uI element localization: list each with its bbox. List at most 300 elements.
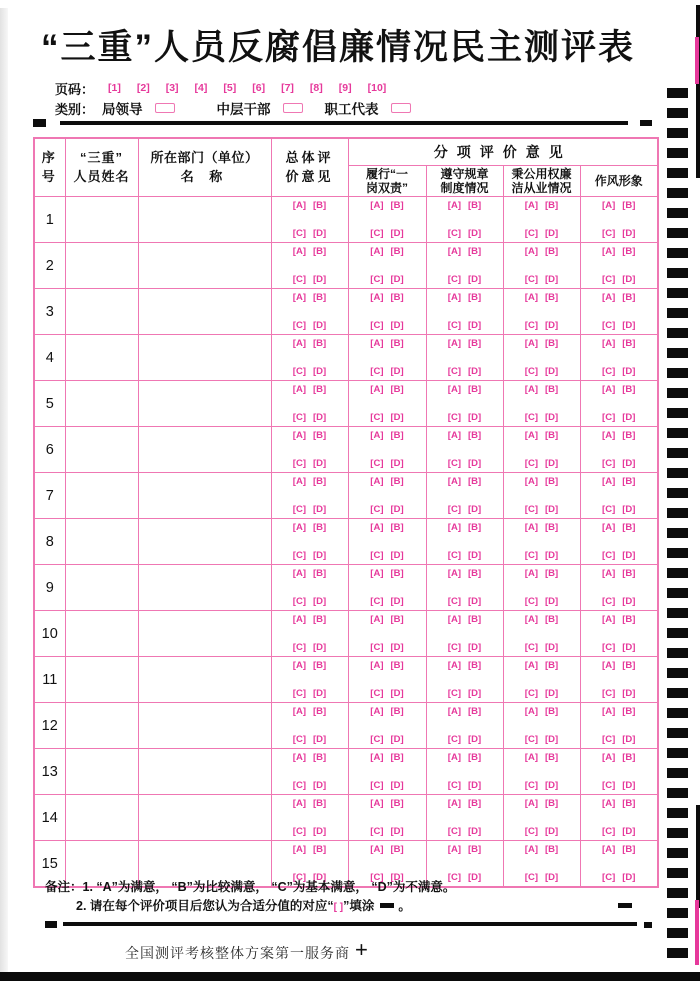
bubble-C[interactable]: [C] bbox=[447, 596, 461, 607]
bubble-B[interactable]: [B] bbox=[390, 844, 404, 855]
department-input-cell[interactable] bbox=[138, 749, 271, 795]
bubble-C[interactable]: [C] bbox=[447, 734, 461, 745]
bubble-B[interactable]: [B] bbox=[468, 246, 482, 257]
bubble-A[interactable]: [A] bbox=[370, 476, 384, 487]
bubble-A[interactable]: [A] bbox=[447, 246, 461, 257]
department-input-cell[interactable] bbox=[138, 427, 271, 473]
bubble-A[interactable]: [A] bbox=[370, 338, 384, 349]
name-input-cell[interactable] bbox=[65, 611, 138, 657]
department-input-cell[interactable] bbox=[138, 611, 271, 657]
name-input-cell[interactable] bbox=[65, 795, 138, 841]
bubble-B[interactable]: [B] bbox=[313, 844, 327, 855]
bubble-C[interactable]: [C] bbox=[524, 872, 538, 883]
bubble-C[interactable]: [C] bbox=[524, 366, 538, 377]
bubble-B[interactable]: [B] bbox=[468, 430, 482, 441]
bubble-A[interactable]: [A] bbox=[292, 292, 306, 303]
bubble-B[interactable]: [B] bbox=[545, 430, 559, 441]
bubble-A[interactable]: [A] bbox=[524, 384, 538, 395]
bubble-D[interactable]: [D] bbox=[313, 642, 327, 653]
bubble-C[interactable]: [C] bbox=[292, 826, 306, 837]
bubble-C[interactable]: [C] bbox=[602, 504, 616, 515]
bubble-A[interactable]: [A] bbox=[370, 292, 384, 303]
bubble-A[interactable]: [A] bbox=[602, 338, 616, 349]
bubble-C[interactable]: [C] bbox=[524, 320, 538, 331]
bubble-D[interactable]: [D] bbox=[468, 458, 482, 469]
page-number-bubble-3[interactable]: [3] bbox=[165, 82, 179, 94]
bubble-C[interactable]: [C] bbox=[370, 504, 384, 515]
bubble-B[interactable]: [B] bbox=[622, 246, 636, 257]
bubble-B[interactable]: [B] bbox=[468, 338, 482, 349]
bubble-A[interactable]: [A] bbox=[447, 338, 461, 349]
department-input-cell[interactable] bbox=[138, 657, 271, 703]
bubble-D[interactable]: [D] bbox=[545, 504, 559, 515]
bubble-D[interactable]: [D] bbox=[313, 412, 327, 423]
bubble-D[interactable]: [D] bbox=[468, 320, 482, 331]
name-input-cell[interactable] bbox=[65, 473, 138, 519]
bubble-B[interactable]: [B] bbox=[390, 200, 404, 211]
bubble-B[interactable]: [B] bbox=[545, 798, 559, 809]
bubble-C[interactable]: [C] bbox=[370, 596, 384, 607]
bubble-D[interactable]: [D] bbox=[545, 780, 559, 791]
bubble-B[interactable]: [B] bbox=[468, 798, 482, 809]
bubble-C[interactable]: [C] bbox=[524, 734, 538, 745]
name-input-cell[interactable] bbox=[65, 427, 138, 473]
department-input-cell[interactable] bbox=[138, 243, 271, 289]
bubble-C[interactable]: [C] bbox=[370, 274, 384, 285]
bubble-D[interactable]: [D] bbox=[390, 642, 404, 653]
bubble-A[interactable]: [A] bbox=[370, 844, 384, 855]
bubble-C[interactable]: [C] bbox=[524, 274, 538, 285]
bubble-B[interactable]: [B] bbox=[390, 246, 404, 257]
bubble-D[interactable]: [D] bbox=[313, 826, 327, 837]
bubble-B[interactable]: [B] bbox=[313, 430, 327, 441]
bubble-A[interactable]: [A] bbox=[292, 476, 306, 487]
bubble-B[interactable]: [B] bbox=[390, 292, 404, 303]
bubble-A[interactable]: [A] bbox=[602, 568, 616, 579]
bubble-A[interactable]: [A] bbox=[370, 614, 384, 625]
bubble-B[interactable]: [B] bbox=[313, 476, 327, 487]
bubble-C[interactable]: [C] bbox=[370, 642, 384, 653]
bubble-A[interactable]: [A] bbox=[524, 476, 538, 487]
bubble-D[interactable]: [D] bbox=[313, 734, 327, 745]
bubble-A[interactable]: [A] bbox=[447, 292, 461, 303]
bubble-B[interactable]: [B] bbox=[545, 292, 559, 303]
bubble-B[interactable]: [B] bbox=[390, 614, 404, 625]
bubble-C[interactable]: [C] bbox=[292, 504, 306, 515]
bubble-D[interactable]: [D] bbox=[468, 826, 482, 837]
bubble-B[interactable]: [B] bbox=[622, 660, 636, 671]
bubble-B[interactable]: [B] bbox=[390, 430, 404, 441]
bubble-C[interactable]: [C] bbox=[370, 734, 384, 745]
bubble-A[interactable]: [A] bbox=[292, 568, 306, 579]
bubble-A[interactable]: [A] bbox=[292, 430, 306, 441]
bubble-D[interactable]: [D] bbox=[622, 412, 636, 423]
bubble-D[interactable]: [D] bbox=[622, 550, 636, 561]
bubble-A[interactable]: [A] bbox=[447, 844, 461, 855]
bubble-A[interactable]: [A] bbox=[292, 384, 306, 395]
bubble-D[interactable]: [D] bbox=[313, 458, 327, 469]
department-input-cell[interactable] bbox=[138, 473, 271, 519]
page-number-bubble-9[interactable]: [9] bbox=[338, 82, 352, 94]
bubble-B[interactable]: [B] bbox=[622, 476, 636, 487]
bubble-C[interactable]: [C] bbox=[292, 780, 306, 791]
bubble-A[interactable]: [A] bbox=[602, 200, 616, 211]
bubble-D[interactable]: [D] bbox=[313, 550, 327, 561]
bubble-D[interactable]: [D] bbox=[468, 366, 482, 377]
bubble-C[interactable]: [C] bbox=[602, 550, 616, 561]
bubble-D[interactable]: [D] bbox=[622, 458, 636, 469]
bubble-C[interactable]: [C] bbox=[524, 412, 538, 423]
bubble-A[interactable]: [A] bbox=[524, 200, 538, 211]
bubble-C[interactable]: [C] bbox=[602, 274, 616, 285]
category-bubble-staff-rep[interactable] bbox=[391, 103, 411, 113]
bubble-B[interactable]: [B] bbox=[468, 292, 482, 303]
bubble-A[interactable]: [A] bbox=[602, 798, 616, 809]
bubble-A[interactable]: [A] bbox=[602, 706, 616, 717]
bubble-B[interactable]: [B] bbox=[390, 568, 404, 579]
bubble-B[interactable]: [B] bbox=[622, 200, 636, 211]
bubble-C[interactable]: [C] bbox=[602, 366, 616, 377]
bubble-B[interactable]: [B] bbox=[545, 246, 559, 257]
bubble-C[interactable]: [C] bbox=[602, 596, 616, 607]
bubble-B[interactable]: [B] bbox=[313, 660, 327, 671]
bubble-D[interactable]: [D] bbox=[468, 504, 482, 515]
bubble-D[interactable]: [D] bbox=[468, 642, 482, 653]
bubble-A[interactable]: [A] bbox=[370, 384, 384, 395]
bubble-A[interactable]: [A] bbox=[524, 246, 538, 257]
bubble-D[interactable]: [D] bbox=[622, 320, 636, 331]
bubble-A[interactable]: [A] bbox=[602, 660, 616, 671]
bubble-A[interactable]: [A] bbox=[602, 292, 616, 303]
bubble-D[interactable]: [D] bbox=[468, 734, 482, 745]
bubble-A[interactable]: [A] bbox=[602, 384, 616, 395]
bubble-B[interactable]: [B] bbox=[622, 338, 636, 349]
bubble-A[interactable]: [A] bbox=[370, 522, 384, 533]
bubble-C[interactable]: [C] bbox=[292, 550, 306, 561]
bubble-B[interactable]: [B] bbox=[390, 476, 404, 487]
bubble-D[interactable]: [D] bbox=[313, 228, 327, 239]
bubble-D[interactable]: [D] bbox=[390, 228, 404, 239]
page-number-bubble-6[interactable]: [6] bbox=[252, 82, 266, 94]
bubble-D[interactable]: [D] bbox=[468, 688, 482, 699]
bubble-C[interactable]: [C] bbox=[524, 596, 538, 607]
bubble-D[interactable]: [D] bbox=[545, 550, 559, 561]
bubble-C[interactable]: [C] bbox=[524, 458, 538, 469]
bubble-D[interactable]: [D] bbox=[390, 872, 404, 883]
bubble-B[interactable]: [B] bbox=[313, 568, 327, 579]
bubble-A[interactable]: [A] bbox=[524, 614, 538, 625]
bubble-B[interactable]: [B] bbox=[545, 200, 559, 211]
bubble-D[interactable]: [D] bbox=[545, 734, 559, 745]
bubble-A[interactable]: [A] bbox=[447, 430, 461, 441]
bubble-B[interactable]: [B] bbox=[545, 338, 559, 349]
bubble-C[interactable]: [C] bbox=[292, 642, 306, 653]
bubble-C[interactable]: [C] bbox=[602, 458, 616, 469]
bubble-D[interactable]: [D] bbox=[390, 274, 404, 285]
bubble-C[interactable]: [C] bbox=[292, 228, 306, 239]
bubble-C[interactable]: [C] bbox=[602, 872, 616, 883]
bubble-D[interactable]: [D] bbox=[313, 274, 327, 285]
bubble-C[interactable]: [C] bbox=[524, 550, 538, 561]
bubble-C[interactable]: [C] bbox=[447, 274, 461, 285]
bubble-A[interactable]: [A] bbox=[524, 338, 538, 349]
department-input-cell[interactable] bbox=[138, 565, 271, 611]
bubble-D[interactable]: [D] bbox=[468, 228, 482, 239]
page-number-bubble-5[interactable]: [5] bbox=[223, 82, 237, 94]
bubble-D[interactable]: [D] bbox=[313, 688, 327, 699]
bubble-A[interactable]: [A] bbox=[292, 200, 306, 211]
department-input-cell[interactable] bbox=[138, 795, 271, 841]
bubble-C[interactable]: [C] bbox=[370, 688, 384, 699]
page-number-bubble-1[interactable]: [1] bbox=[108, 82, 121, 94]
bubble-D[interactable]: [D] bbox=[313, 366, 327, 377]
bubble-A[interactable]: [A] bbox=[524, 292, 538, 303]
bubble-B[interactable]: [B] bbox=[313, 200, 327, 211]
bubble-D[interactable]: [D] bbox=[390, 780, 404, 791]
bubble-C[interactable]: [C] bbox=[447, 550, 461, 561]
bubble-A[interactable]: [A] bbox=[370, 798, 384, 809]
bubble-B[interactable]: [B] bbox=[545, 614, 559, 625]
bubble-B[interactable]: [B] bbox=[390, 798, 404, 809]
bubble-D[interactable]: [D] bbox=[545, 872, 559, 883]
bubble-A[interactable]: [A] bbox=[524, 522, 538, 533]
name-input-cell[interactable] bbox=[65, 657, 138, 703]
bubble-C[interactable]: [C] bbox=[447, 320, 461, 331]
bubble-A[interactable]: [A] bbox=[524, 752, 538, 763]
bubble-A[interactable]: [A] bbox=[524, 706, 538, 717]
bubble-C[interactable]: [C] bbox=[602, 228, 616, 239]
bubble-C[interactable]: [C] bbox=[602, 688, 616, 699]
bubble-A[interactable]: [A] bbox=[292, 522, 306, 533]
bubble-B[interactable]: [B] bbox=[545, 752, 559, 763]
bubble-A[interactable]: [A] bbox=[370, 246, 384, 257]
bubble-D[interactable]: [D] bbox=[622, 780, 636, 791]
bubble-B[interactable]: [B] bbox=[468, 200, 482, 211]
bubble-A[interactable]: [A] bbox=[292, 844, 306, 855]
bubble-B[interactable]: [B] bbox=[313, 706, 327, 717]
bubble-C[interactable]: [C] bbox=[370, 366, 384, 377]
bubble-D[interactable]: [D] bbox=[468, 780, 482, 791]
bubble-D[interactable]: [D] bbox=[622, 366, 636, 377]
bubble-A[interactable]: [A] bbox=[370, 752, 384, 763]
bubble-A[interactable]: [A] bbox=[370, 660, 384, 671]
bubble-D[interactable]: [D] bbox=[390, 688, 404, 699]
name-input-cell[interactable] bbox=[65, 749, 138, 795]
bubble-D[interactable]: [D] bbox=[390, 550, 404, 561]
department-input-cell[interactable] bbox=[138, 197, 271, 243]
page-number-bubble-2[interactable]: [2] bbox=[136, 82, 150, 94]
bubble-D[interactable]: [D] bbox=[468, 872, 482, 883]
bubble-D[interactable]: [D] bbox=[545, 688, 559, 699]
bubble-B[interactable]: [B] bbox=[622, 798, 636, 809]
bubble-D[interactable]: [D] bbox=[622, 688, 636, 699]
bubble-B[interactable]: [B] bbox=[622, 568, 636, 579]
bubble-D[interactable]: [D] bbox=[622, 596, 636, 607]
bubble-A[interactable]: [A] bbox=[447, 706, 461, 717]
bubble-C[interactable]: [C] bbox=[292, 320, 306, 331]
bubble-C[interactable]: [C] bbox=[524, 688, 538, 699]
bubble-B[interactable]: [B] bbox=[545, 844, 559, 855]
bubble-C[interactable]: [C] bbox=[370, 826, 384, 837]
bubble-B[interactable]: [B] bbox=[622, 752, 636, 763]
department-input-cell[interactable] bbox=[138, 381, 271, 427]
bubble-D[interactable]: [D] bbox=[622, 826, 636, 837]
bubble-D[interactable]: [D] bbox=[545, 826, 559, 837]
bubble-D[interactable]: [D] bbox=[622, 872, 636, 883]
bubble-C[interactable]: [C] bbox=[602, 734, 616, 745]
bubble-B[interactable]: [B] bbox=[622, 384, 636, 395]
bubble-A[interactable]: [A] bbox=[370, 706, 384, 717]
bubble-B[interactable]: [B] bbox=[313, 246, 327, 257]
bubble-C[interactable]: [C] bbox=[447, 780, 461, 791]
bubble-B[interactable]: [B] bbox=[545, 476, 559, 487]
bubble-D[interactable]: [D] bbox=[545, 412, 559, 423]
bubble-C[interactable]: [C] bbox=[292, 458, 306, 469]
bubble-D[interactable]: [D] bbox=[390, 596, 404, 607]
bubble-D[interactable]: [D] bbox=[622, 642, 636, 653]
bubble-D[interactable]: [D] bbox=[313, 320, 327, 331]
bubble-C[interactable]: [C] bbox=[524, 642, 538, 653]
bubble-A[interactable]: [A] bbox=[447, 752, 461, 763]
bubble-B[interactable]: [B] bbox=[468, 384, 482, 395]
bubble-A[interactable]: [A] bbox=[447, 568, 461, 579]
bubble-B[interactable]: [B] bbox=[390, 706, 404, 717]
bubble-D[interactable]: [D] bbox=[622, 274, 636, 285]
bubble-A[interactable]: [A] bbox=[602, 476, 616, 487]
bubble-C[interactable]: [C] bbox=[370, 228, 384, 239]
bubble-B[interactable]: [B] bbox=[622, 614, 636, 625]
bubble-C[interactable]: [C] bbox=[447, 642, 461, 653]
bubble-C[interactable]: [C] bbox=[524, 228, 538, 239]
name-input-cell[interactable] bbox=[65, 381, 138, 427]
bubble-B[interactable]: [B] bbox=[622, 844, 636, 855]
page-number-bubble-8[interactable]: [8] bbox=[309, 82, 323, 94]
bubble-B[interactable]: [B] bbox=[313, 798, 327, 809]
department-input-cell[interactable] bbox=[138, 519, 271, 565]
bubble-C[interactable]: [C] bbox=[292, 688, 306, 699]
bubble-A[interactable]: [A] bbox=[370, 430, 384, 441]
bubble-B[interactable]: [B] bbox=[622, 522, 636, 533]
bubble-A[interactable]: [A] bbox=[524, 660, 538, 671]
name-input-cell[interactable] bbox=[65, 335, 138, 381]
bubble-D[interactable]: [D] bbox=[313, 780, 327, 791]
bubble-B[interactable]: [B] bbox=[390, 384, 404, 395]
bubble-B[interactable]: [B] bbox=[468, 614, 482, 625]
bubble-C[interactable]: [C] bbox=[292, 412, 306, 423]
bubble-D[interactable]: [D] bbox=[545, 366, 559, 377]
department-input-cell[interactable] bbox=[138, 289, 271, 335]
bubble-B[interactable]: [B] bbox=[390, 660, 404, 671]
bubble-A[interactable]: [A] bbox=[292, 752, 306, 763]
bubble-B[interactable]: [B] bbox=[545, 660, 559, 671]
bubble-A[interactable]: [A] bbox=[602, 752, 616, 763]
bubble-C[interactable]: [C] bbox=[447, 412, 461, 423]
name-input-cell[interactable] bbox=[65, 197, 138, 243]
name-input-cell[interactable] bbox=[65, 243, 138, 289]
bubble-C[interactable]: [C] bbox=[447, 366, 461, 377]
bubble-D[interactable]: [D] bbox=[468, 596, 482, 607]
bubble-A[interactable]: [A] bbox=[524, 844, 538, 855]
bubble-C[interactable]: [C] bbox=[602, 642, 616, 653]
bubble-B[interactable]: [B] bbox=[468, 522, 482, 533]
bubble-C[interactable]: [C] bbox=[370, 550, 384, 561]
bubble-B[interactable]: [B] bbox=[468, 476, 482, 487]
bubble-D[interactable]: [D] bbox=[622, 228, 636, 239]
bubble-A[interactable]: [A] bbox=[292, 660, 306, 671]
bubble-A[interactable]: [A] bbox=[292, 614, 306, 625]
bubble-C[interactable]: [C] bbox=[447, 826, 461, 837]
bubble-B[interactable]: [B] bbox=[313, 384, 327, 395]
bubble-D[interactable]: [D] bbox=[545, 642, 559, 653]
name-input-cell[interactable] bbox=[65, 289, 138, 335]
bubble-D[interactable]: [D] bbox=[622, 734, 636, 745]
bubble-C[interactable]: [C] bbox=[370, 872, 384, 883]
bubble-D[interactable]: [D] bbox=[390, 458, 404, 469]
bubble-A[interactable]: [A] bbox=[292, 798, 306, 809]
bubble-D[interactable]: [D] bbox=[313, 596, 327, 607]
bubble-D[interactable]: [D] bbox=[468, 412, 482, 423]
bubble-C[interactable]: [C] bbox=[370, 412, 384, 423]
name-input-cell[interactable] bbox=[65, 703, 138, 749]
bubble-B[interactable]: [B] bbox=[545, 522, 559, 533]
page-number-bubble-10[interactable]: [10] bbox=[367, 82, 387, 94]
category-bubble-bureau-leader[interactable] bbox=[155, 103, 175, 113]
bubble-D[interactable]: [D] bbox=[390, 504, 404, 515]
bubble-B[interactable]: [B] bbox=[468, 706, 482, 717]
bubble-A[interactable]: [A] bbox=[447, 476, 461, 487]
bubble-A[interactable]: [A] bbox=[292, 246, 306, 257]
department-input-cell[interactable] bbox=[138, 703, 271, 749]
bubble-B[interactable]: [B] bbox=[545, 384, 559, 395]
bubble-A[interactable]: [A] bbox=[292, 338, 306, 349]
bubble-D[interactable]: [D] bbox=[313, 872, 327, 883]
bubble-C[interactable]: [C] bbox=[370, 458, 384, 469]
bubble-D[interactable]: [D] bbox=[545, 458, 559, 469]
bubble-B[interactable]: [B] bbox=[468, 844, 482, 855]
bubble-C[interactable]: [C] bbox=[370, 780, 384, 791]
bubble-B[interactable]: [B] bbox=[313, 522, 327, 533]
bubble-C[interactable]: [C] bbox=[602, 320, 616, 331]
bubble-B[interactable]: [B] bbox=[313, 614, 327, 625]
bubble-A[interactable]: [A] bbox=[447, 660, 461, 671]
bubble-D[interactable]: [D] bbox=[468, 550, 482, 561]
name-input-cell[interactable] bbox=[65, 565, 138, 611]
bubble-D[interactable]: [D] bbox=[545, 596, 559, 607]
bubble-A[interactable]: [A] bbox=[602, 614, 616, 625]
bubble-C[interactable]: [C] bbox=[524, 504, 538, 515]
bubble-C[interactable]: [C] bbox=[292, 872, 306, 883]
bubble-D[interactable]: [D] bbox=[390, 366, 404, 377]
bubble-D[interactable]: [D] bbox=[622, 504, 636, 515]
bubble-D[interactable]: [D] bbox=[545, 274, 559, 285]
bubble-A[interactable]: [A] bbox=[447, 614, 461, 625]
bubble-A[interactable]: [A] bbox=[524, 430, 538, 441]
bubble-B[interactable]: [B] bbox=[390, 338, 404, 349]
bubble-C[interactable]: [C] bbox=[524, 780, 538, 791]
bubble-B[interactable]: [B] bbox=[622, 292, 636, 303]
bubble-C[interactable]: [C] bbox=[602, 780, 616, 791]
bubble-C[interactable]: [C] bbox=[292, 274, 306, 285]
bubble-B[interactable]: [B] bbox=[390, 522, 404, 533]
bubble-D[interactable]: [D] bbox=[468, 274, 482, 285]
bubble-B[interactable]: [B] bbox=[313, 338, 327, 349]
bubble-A[interactable]: [A] bbox=[602, 844, 616, 855]
bubble-A[interactable]: [A] bbox=[602, 430, 616, 441]
bubble-D[interactable]: [D] bbox=[390, 826, 404, 837]
bubble-A[interactable]: [A] bbox=[447, 384, 461, 395]
bubble-A[interactable]: [A] bbox=[524, 568, 538, 579]
bubble-B[interactable]: [B] bbox=[545, 568, 559, 579]
